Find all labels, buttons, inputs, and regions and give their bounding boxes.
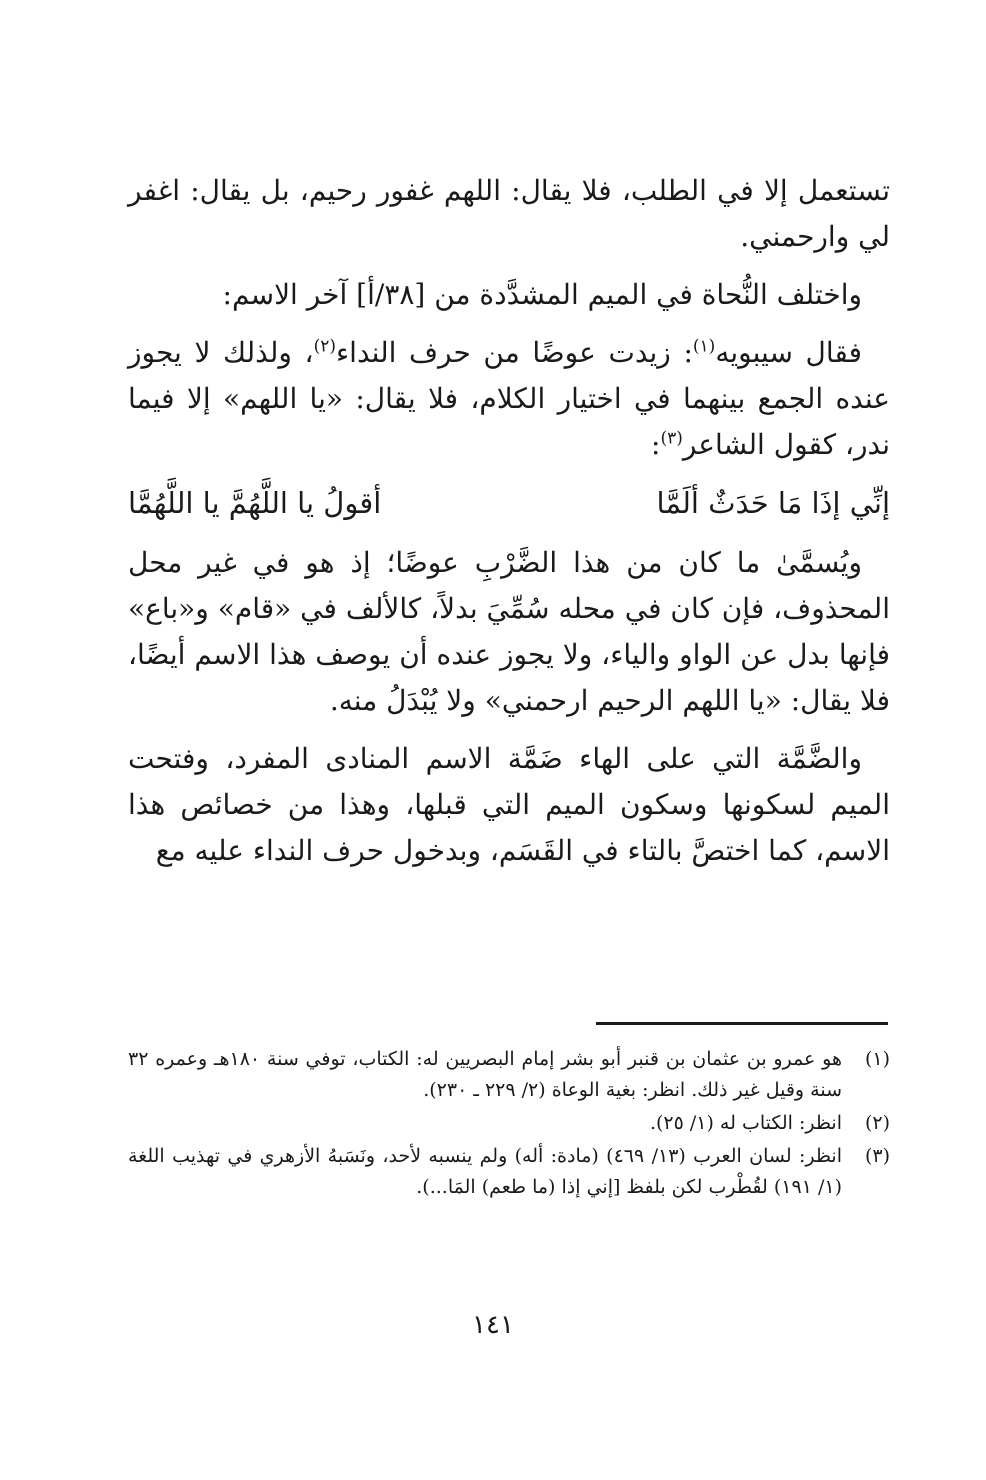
paragraph-3 — [128, 330, 890, 468]
paragraph-5: والضَّمَّة التي على الهاء ضَمَّة الاسم المنادى المفرد، وفتحت الميم لسكونها وسكون الميم التي قبلها، وهذا من خصائص هذا الاسم، كما اختصَّ بالتاء في القَسَم، وبدخول حرف النداء عليه مع — [128, 742, 890, 867]
footnote-3 — [128, 1141, 890, 1203]
footnote-number: (٢) — [864, 1112, 890, 1134]
paragraph-3-part-c: ، ولذلك لا يجوز عنده الجمع بينهما في اختيار الكلام، فلا يقال: «يا اللهم» إلا فيما ندر، كقول الشاعر — [128, 336, 890, 461]
footnote-ref-1[interactable]: (١) — [692, 336, 716, 357]
footnote-number: (١) — [864, 1048, 890, 1070]
footnote-1 — [128, 1044, 890, 1106]
verse-first-hemistich: إنِّي إذَا مَا حَدَثٌ ألَمَّا — [656, 486, 890, 520]
paragraph-1: تستعمل إلا في الطلب، فلا يقال: اللهم غفور رحيم، بل يقال: اغفر لي وارحمني. — [128, 174, 890, 253]
footnotes-section — [128, 1044, 890, 1205]
poem-verse — [128, 480, 890, 526]
footnote-2 — [128, 1108, 890, 1139]
verse-second-hemistich: أقولُ يا اللَّهُمَّ يا اللَّهُمَّا — [128, 486, 382, 520]
footnote-number: (٣) — [864, 1145, 890, 1167]
paragraph-4: ويُسمَّىٰ ما كان من هذا الضَّرْبِ عوضًا؛ إذ هو في غير محل المحذوف، فإن كان في محله سُمِّيَ بدلاً، كالألف في «قام» و«باع» فإنها بدل عن الواو والياء، ولا يجوز عنده أن يوصف هذا الاسم أيضًا، فلا يقال: «يا اللهم الرحيم ارحمني» ولا يُبْدَلُ منه. — [128, 546, 890, 717]
paragraph-2: واختلف النُّحاة في الميم المشدَّدة من [٣٨/أ] آخر الاسم: — [222, 278, 862, 311]
paragraph-3-part-a: فقال سيبويه — [715, 336, 862, 369]
footnote-ref-2[interactable]: (٢) — [313, 336, 337, 357]
paragraph-3-part-b: : زيدت عوضًا من حرف النداء — [336, 336, 693, 369]
main-text-block — [128, 168, 890, 886]
footnote-text: انظر: الكتاب له (١/ ٢٥). — [649, 1112, 842, 1134]
footnote-ref-3[interactable]: (٣) — [660, 428, 683, 449]
footnote-separator — [596, 1022, 888, 1025]
footnote-text: انظر: لسان العرب (١٣/ ٤٦٩) (مادة: أله) ولم ينسبه لأحد، ونَسَبهُ الأزهري في تهذيب اللغة (١/ ١٩١) لقُطْرب لكن بلفظ [إني إذا (ما طعم) المَا...). — [128, 1145, 843, 1198]
footnote-text: هو عمرو بن عثمان بن قنبر أبو بشر إمام البصريين له: الكتاب، توفي سنة ١٨٠هـ وعمره ٣٢ سنة وقيل غير ذلك. انظر: بغية الوعاة (٢/ ٢٢٩ ـ ٢٣٠). — [128, 1048, 842, 1101]
page-number: ١٤١ — [472, 1310, 514, 1340]
paragraph-3-part-d: : — [651, 428, 661, 461]
